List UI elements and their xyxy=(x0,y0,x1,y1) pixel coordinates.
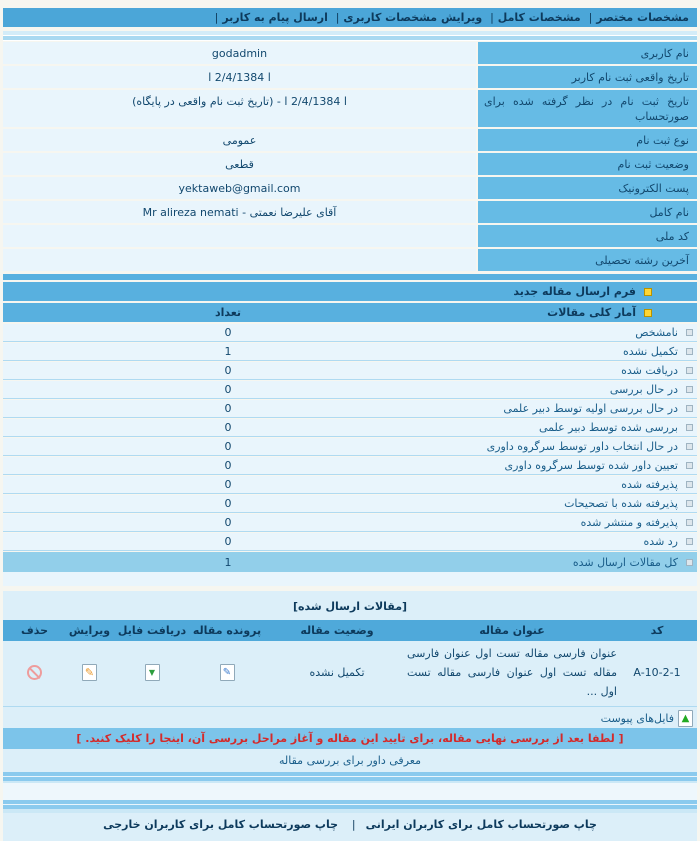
stat-label: در حال انتخاب داور توسط سرگروه داوری xyxy=(486,440,678,453)
yellow-square-icon xyxy=(644,309,652,317)
download-file-icon[interactable] xyxy=(145,664,160,681)
stat-value: 0 xyxy=(224,478,232,491)
top-menu-bar xyxy=(3,8,697,27)
stat-row xyxy=(3,457,697,475)
topbar-link[interactable]: مشخصات مختصر xyxy=(596,11,689,24)
stats-total-value: 1 xyxy=(224,555,232,569)
stat-row xyxy=(3,533,697,551)
pen-glyph: ✎ xyxy=(222,667,232,678)
profile-row-label: کد ملی xyxy=(478,225,697,247)
new-article-row[interactable] xyxy=(3,282,697,301)
attachments-row xyxy=(3,709,697,728)
separator: | xyxy=(588,11,593,24)
stat-row xyxy=(3,495,697,513)
attachments-link[interactable]: فایل‌های پیوست xyxy=(600,711,674,725)
profile-row xyxy=(3,90,697,127)
stat-value: 0 xyxy=(224,459,232,472)
stat-value: 0 xyxy=(224,497,232,510)
stats-count-header: تعداد xyxy=(214,306,242,319)
stat-row xyxy=(3,381,697,399)
separator: | xyxy=(335,11,340,24)
bullet-icon xyxy=(686,386,693,393)
stat-label: پذیرفته و منتشر شده xyxy=(580,516,678,529)
stats-total-row xyxy=(3,552,697,572)
profile-row xyxy=(3,249,697,271)
profile-row-label: پست الکترونیک xyxy=(478,177,697,199)
stat-value: 0 xyxy=(224,516,232,529)
stat-row xyxy=(3,400,697,418)
header-status: وضعیت مقاله xyxy=(300,624,374,637)
stats-header-row xyxy=(3,303,697,322)
edit-icon[interactable] xyxy=(82,664,97,681)
separator: | xyxy=(214,11,219,24)
stat-label: تعیین داور شده توسط سرگروه داوری xyxy=(504,459,678,472)
stat-value: 1 xyxy=(224,345,232,358)
articles-table-header xyxy=(3,620,697,641)
topbar-link[interactable]: مشخصات کامل xyxy=(497,11,581,24)
separator: | xyxy=(351,818,356,831)
article-file-icon[interactable] xyxy=(220,664,235,681)
stat-value: 0 xyxy=(224,326,232,339)
stats-title: آمار کلی مقالات xyxy=(547,306,636,319)
stat-row xyxy=(3,476,697,494)
delete-icon[interactable] xyxy=(27,665,42,680)
divider xyxy=(3,706,697,707)
topbar-link[interactable]: ارسال پیام به کاربر xyxy=(222,11,328,24)
stat-label: پذیرفته شده با تصحیحات xyxy=(564,497,678,510)
separator: | xyxy=(490,11,494,24)
stat-value: 0 xyxy=(224,535,232,548)
profile-row-value: قطعی xyxy=(3,153,476,175)
articles-section xyxy=(3,591,697,841)
stat-value: 0 xyxy=(224,440,232,453)
stat-label: دریافت شده xyxy=(621,364,678,377)
profile-row-value xyxy=(3,225,476,247)
bullet-icon xyxy=(686,348,693,355)
profile-row-label: نام کامل xyxy=(478,201,697,223)
up-arrow-glyph: ▲ xyxy=(681,712,690,724)
profile-table xyxy=(3,42,697,271)
stat-label: تکمیل نشده xyxy=(622,345,678,358)
profile-row-label: تاریخ واقعی ثبت نام کاربر xyxy=(478,66,697,88)
yellow-square-icon xyxy=(644,288,652,296)
stat-label: پذیرفته شده xyxy=(621,478,678,491)
bullet-icon xyxy=(686,538,693,545)
stat-row xyxy=(3,438,697,456)
print-invoice-link[interactable]: چاپ صورتحساب کامل برای کاربران ایرانی xyxy=(365,818,597,831)
profile-row-label: وضعیت ثبت نام xyxy=(478,153,697,175)
stat-label: در حال بررسی xyxy=(609,383,678,396)
stats-total-label: کل مقالات ارسال شده xyxy=(572,555,678,569)
header-title: عنوان مقاله xyxy=(479,624,545,637)
stat-value: 0 xyxy=(224,402,232,415)
bullet-icon xyxy=(686,424,693,431)
stats-table xyxy=(3,324,697,586)
profile-row xyxy=(3,129,697,151)
bullet-icon xyxy=(686,462,693,469)
profile-row xyxy=(3,177,697,199)
profile-row-value: آقای علیرضا نعمتی - Mr alireza nemati xyxy=(3,201,476,223)
article-title-cell xyxy=(407,644,617,701)
stat-value: 0 xyxy=(224,364,232,377)
down-arrow-glyph: ▼ xyxy=(148,668,156,677)
confirm-article-notice[interactable]: [ لطفا بعد از بررسی نهایی مقاله، برای تایید این مقاله و آغاز مراحل بررسی آن، اینجا را کلیک کنید. ] xyxy=(3,728,697,749)
decorative-stripes xyxy=(3,800,697,813)
spacer xyxy=(3,783,697,800)
stat-row xyxy=(3,419,697,437)
stat-row xyxy=(3,343,697,361)
spacer xyxy=(3,572,697,586)
stat-label: رد شده xyxy=(643,535,678,548)
profile-row-value: ا 2/4/1384 ا - (تاریخ ثبت نام واقعی در پایگاه) xyxy=(3,90,476,127)
stat-label: در حال بررسی اولیه توسط دبیر علمی xyxy=(503,402,678,415)
print-invoice-link[interactable]: چاپ صورتحساب کامل برای کاربران خارجی xyxy=(103,818,339,831)
profile-row-label: نوع ثبت نام xyxy=(478,129,697,151)
referee-link[interactable]: معرفی داور برای بررسی مقاله xyxy=(279,754,421,767)
profile-row-label: نام کاربری xyxy=(478,42,697,64)
stat-value: 0 xyxy=(224,421,232,434)
decorative-stripes xyxy=(3,772,697,783)
article-title: عنوان فارسی مقاله تست اول عنوان فارسی مقاله تست اول عنوان فارسی مقاله تست اول ... xyxy=(407,647,617,698)
profile-row xyxy=(3,201,697,223)
header-edit: ویرایش xyxy=(68,624,111,637)
header-file: پرونده مقاله xyxy=(192,624,262,637)
articles-section-title: [مقالات ارسال شده] xyxy=(292,600,408,613)
bullet-icon xyxy=(686,559,693,566)
footer-links xyxy=(3,813,697,837)
article-row xyxy=(3,641,697,704)
article-status: تکمیل نشده xyxy=(309,666,365,679)
stat-row xyxy=(3,514,697,532)
decorative-stripes xyxy=(3,31,697,41)
stat-label: بررسی شده توسط دبیر علمی xyxy=(538,421,678,434)
profile-row-label: آخرین رشته تحصیلی xyxy=(478,249,697,271)
bullet-icon xyxy=(686,481,693,488)
profile-row-value xyxy=(3,249,476,271)
profile-row-value: عمومی xyxy=(3,129,476,151)
stat-row xyxy=(3,362,697,380)
stat-row xyxy=(3,324,697,342)
article-code: A-10-2-1 xyxy=(633,666,681,679)
attachment-upload-icon[interactable] xyxy=(678,710,693,727)
profile-row-value: yektaweb@gmail.com xyxy=(3,177,476,199)
pencil-glyph: ✎ xyxy=(84,666,95,679)
profile-row xyxy=(3,42,697,64)
profile-row-value: godadmin xyxy=(3,42,476,64)
article-delete-cell xyxy=(7,665,62,680)
header-delete: حذف xyxy=(20,624,49,637)
referee-row xyxy=(3,749,697,772)
profile-row-value: ا 2/4/1384 ا xyxy=(3,66,476,88)
article-download-cell xyxy=(117,664,187,681)
header-code: کد xyxy=(650,624,664,637)
new-article-link[interactable]: فرم ارسال مقاله جدید xyxy=(513,285,636,298)
section-divider xyxy=(3,274,697,280)
bullet-icon xyxy=(686,500,693,507)
profile-row xyxy=(3,225,697,247)
bullet-icon xyxy=(686,329,693,336)
stat-label: نامشخص xyxy=(635,326,678,339)
topbar-link[interactable]: ویرایش مشخصات کاربری xyxy=(343,11,483,24)
profile-row xyxy=(3,66,697,88)
article-edit-cell xyxy=(62,664,117,681)
bullet-icon xyxy=(686,405,693,412)
header-download: دریافت فایل xyxy=(117,624,187,637)
bullet-icon xyxy=(686,367,693,374)
bullet-icon xyxy=(686,519,693,526)
stat-value: 0 xyxy=(224,383,232,396)
profile-row-label: تاریخ ثبت نام در نظر گرفته شده برای صورتحساب xyxy=(478,90,697,127)
bullet-icon xyxy=(686,443,693,450)
profile-row xyxy=(3,153,697,175)
article-file-cell xyxy=(187,664,267,681)
